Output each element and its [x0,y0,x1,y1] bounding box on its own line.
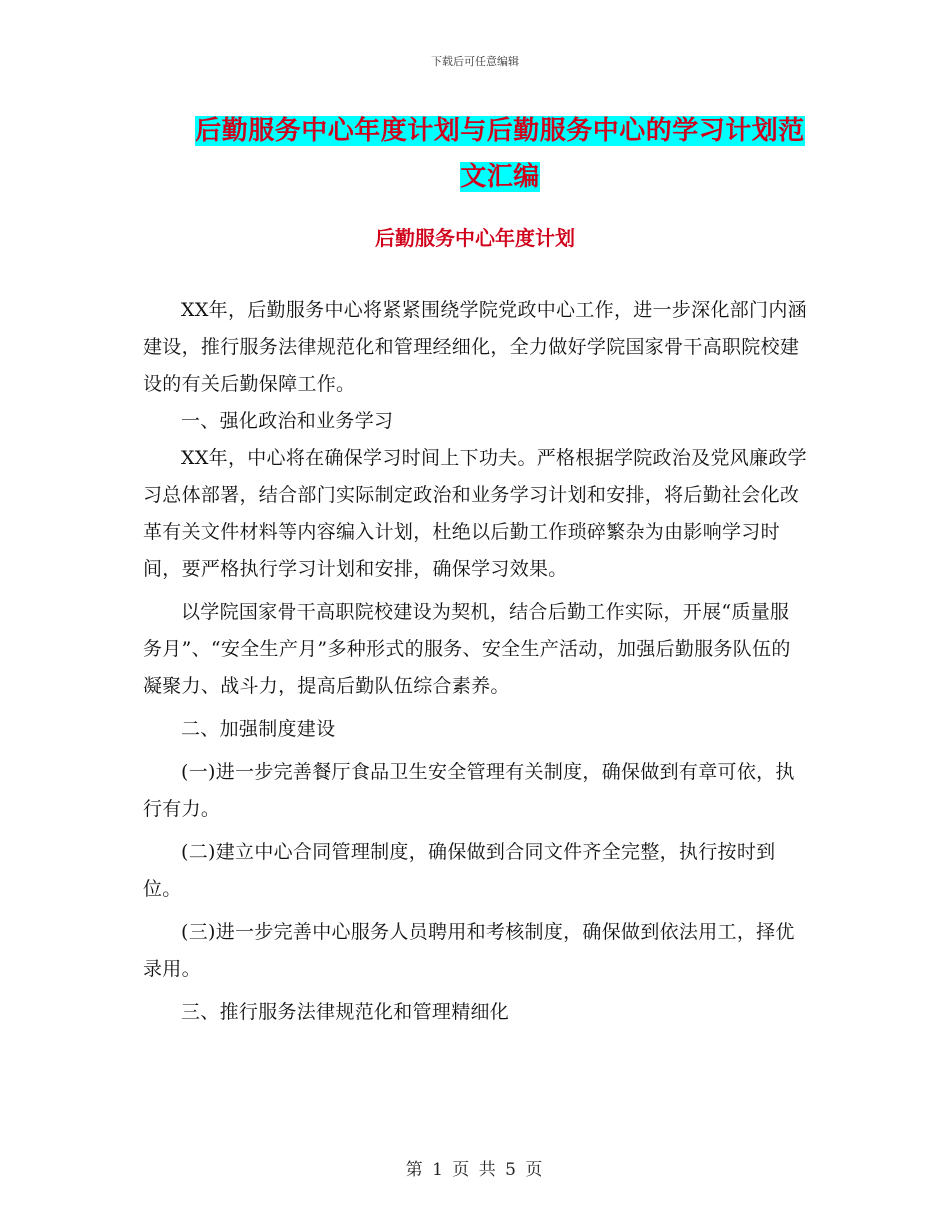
document-title [120,108,880,200]
page-number: 第 1 页 共 5 页 [405,1160,545,1180]
header-note: 下载后可任意编辑 [431,55,519,68]
document-title-line2: 文汇编 [460,162,540,192]
list-item: (三)进一步完善中心服务人员聘用和考核制度，确保做到依法用工，择优录用。 [143,921,795,980]
heading-1: 一、强化政治和业务学习 [181,410,394,432]
document-title-line1: 后勤服务中心年度计划与后勤服务中心的学习计划范 [195,116,805,146]
paragraph: 以学院国家骨干高职院校建设为契机，结合后勤工作实际，开展“质量服务月”、“安全生产月”多种形式的服务、安全生产活动，加强后勤服务队伍的凝聚力、战斗力，提高后勤队伍综合素养。 [143,601,791,697]
paragraph: XX年，中心将在确保学习时间上下功夫。严格根据学院政治及党风廉政学习总体部署，结合部门实际制定政治和业务学习计划和安排，将后勤社会化改革有关文件材料等内容编入计划，杜绝以后勤工作琐碎繁杂为由影响学习时间，要严格执行学习计划和安排，确保学习效果。 [143,447,807,580]
heading-2: 二、加强制度建设 [181,718,336,740]
list-item: (一)进一步完善餐厅食品卫生安全管理有关制度，确保做到有章可依，执行有力。 [143,761,795,820]
heading-3: 三、推行服务法律规范化和管理精细化 [181,1001,510,1023]
paragraph-intro: XX年，后勤服务中心将紧紧围绕学院党政中心工作，进一步深化部门内涵建设，推行服务法律规范化和管理经细化，全力做好学院国家骨干高职院校建设的有关后勤保障工作。 [143,299,807,395]
list-item: (二)建立中心合同管理制度，确保做到合同文件齐全完整，执行按时到位。 [143,841,776,900]
document-body [143,292,808,1031]
section-title: 后勤服务中心年度计划 [375,226,575,250]
